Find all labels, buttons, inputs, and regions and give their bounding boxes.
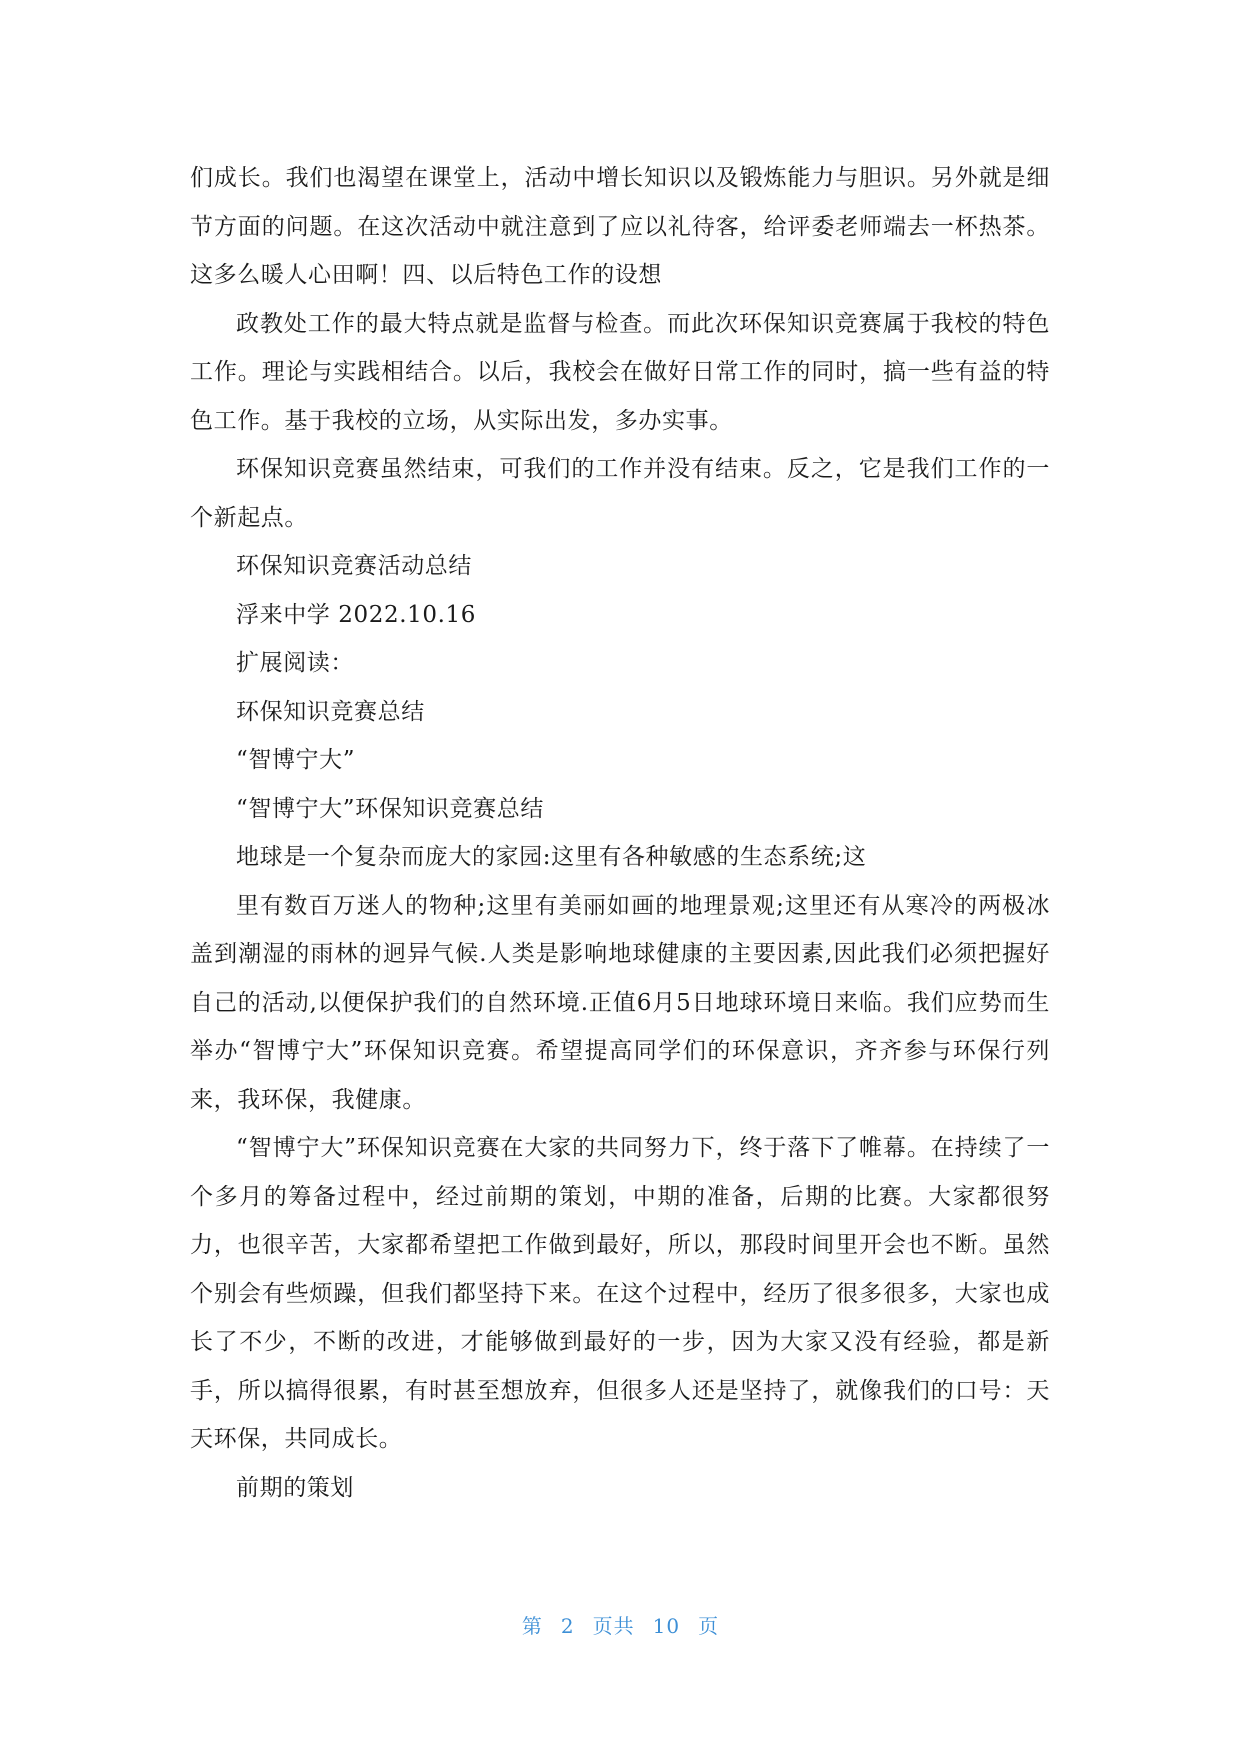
section-title: “智博宁大” (236, 747, 356, 773)
paragraph: 们成长。我们也渴望在课堂上，活动中增长知识以及锻炼能力与胆识。另外就是细节方面的问题。在这次活动中就注意到了应以礼待客，给评委老师端去一杯热茶。这多么暖人心田啊！四、以后特色工作的设想 (190, 165, 1050, 288)
signature-line: 浮来中学 2022.10.16 (236, 601, 476, 628)
footer-suffix: 页 (698, 1614, 720, 1638)
footer-middle: 页共 (592, 1614, 635, 1638)
footer-total-pages: 10 (652, 1614, 681, 1638)
section-title: “智博宁大”环保知识竞赛总结 (236, 795, 544, 822)
paragraph: 里有数百万迷人的物种;这里有美丽如画的地理景观;这里还有从寒冷的两极冰盖到潮湿的雨林的迥异气候.人类是影响地球健康的主要因素,因此我们必须把握好自己的活动,以便保护我们的自然环境.正值6月5日地球环境日来临。我们应势而生举办“智博宁大”环保知识竞赛。希望提高同学们的环保意识，齐齐参与环保行列来，我环保，我健康。 (190, 892, 1050, 1113)
paragraph: 地球是一个复杂而庞大的家园:这里有各种敏感的生态系统;这 (236, 844, 867, 870)
footer-page-number: 2 (560, 1614, 575, 1638)
page-footer (0, 1610, 1241, 1639)
section-title: 环保知识竞赛活动总结 (236, 553, 472, 579)
paragraph: 环保知识竞赛虽然结束，可我们的工作并没有结束。反之，它是我们工作的一个新起点。 (190, 456, 1050, 531)
section-title: 前期的策划 (236, 1474, 354, 1501)
extended-reading-label: 扩展阅读： (236, 650, 354, 676)
footer-prefix: 第 (521, 1614, 543, 1638)
paragraph: “智博宁大”环保知识竞赛在大家的共同努力下，终于落下了帷幕。在持续了一个多月的筹备过程中，经过前期的策划，中期的准备，后期的比赛。大家都很努力，也很辛苦，大家都希望把工作做到最好，所以，那段时间里开会也不断。虽然个别会有些烦躁，但我们都坚持下来。在这个过程中，经历了很多很多，大家也成长了不少，不断的改进，才能够做到最好的一步，因为大家又没有经验，都是新手，所以搞得很累，有时甚至想放弃，但很多人还是坚持了，就像我们的口号：天天环保，共同成长。 (190, 1135, 1050, 1452)
section-title: 环保知识竞赛总结 (236, 698, 425, 725)
paragraph: 政教处工作的最大特点就是监督与检查。而此次环保知识竞赛属于我校的特色工作。理论与实践相结合。以后，我校会在做好日常工作的同时，搞一些有益的特色工作。基于我校的立场，从实际出发，多办实事。 (190, 310, 1050, 434)
document-body (190, 154, 1050, 1512)
